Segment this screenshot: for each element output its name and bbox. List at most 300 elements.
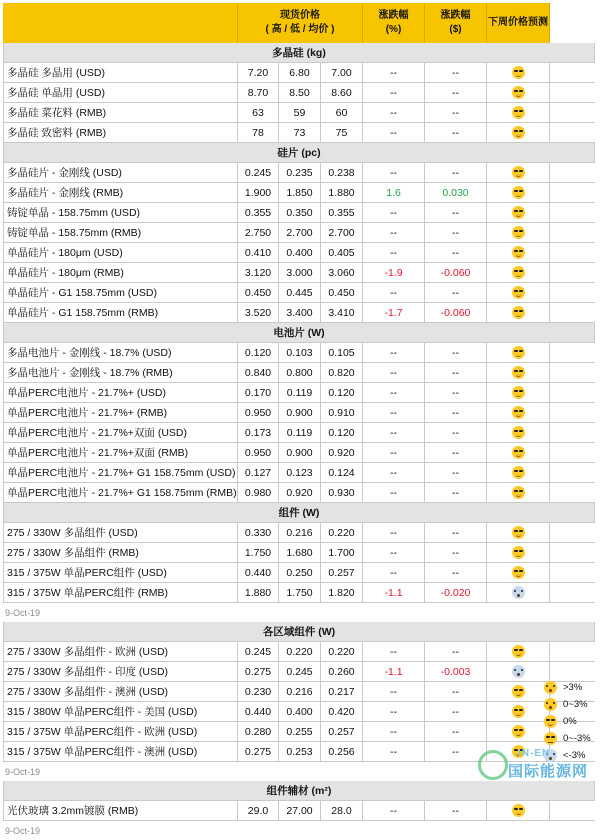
product-name-cell: 多晶电池片 - 金刚线 - 18.7% (RMB) (3, 363, 238, 382)
high-price-cell: 0.440 (238, 563, 279, 582)
avg-price-cell: 0.260 (321, 662, 363, 681)
low-price-cell: 0.400 (279, 243, 321, 262)
high-price-cell: 0.355 (238, 203, 279, 222)
avg-price-cell: 3.410 (321, 303, 363, 322)
high-price-cell: 29.0 (238, 801, 279, 820)
table-row (3, 543, 595, 563)
cool-face-icon (512, 725, 525, 738)
forecast-cell (487, 483, 550, 502)
header-forecast: 下周价格预测 (487, 3, 550, 43)
table-row (3, 722, 595, 742)
forecast-cell (487, 223, 550, 242)
table-row (3, 383, 595, 403)
high-price-cell: 0.275 (238, 662, 279, 681)
change-pct-cell: -- (363, 403, 425, 422)
forecast-cell (487, 463, 550, 482)
table-row (3, 103, 595, 123)
change-abs-cell: -- (425, 283, 487, 302)
header-spot-price (238, 3, 363, 43)
change-abs-cell: 0.030 (425, 183, 487, 202)
change-pct-cell: -1.1 (363, 662, 425, 681)
cool-face-icon (512, 186, 525, 199)
legend-item (544, 696, 600, 713)
low-price-cell: 0.119 (279, 423, 321, 442)
product-name-cell: 单晶PERC电池片 - 21.7%+双面 (RMB) (3, 443, 238, 462)
chg-pct-unit: (%) (385, 24, 402, 35)
high-price-cell: 0.275 (238, 742, 279, 761)
avg-price-cell: 0.820 (321, 363, 363, 382)
high-price-cell: 0.450 (238, 283, 279, 302)
high-price-cell: 2.750 (238, 223, 279, 242)
cool-face-icon (512, 206, 525, 219)
table-row (3, 682, 595, 702)
forecast-cell (487, 203, 550, 222)
change-pct-cell: -- (363, 543, 425, 562)
cool-face-icon (512, 685, 525, 698)
forecast-cell (487, 543, 550, 562)
change-abs-cell: -0.060 (425, 303, 487, 322)
change-abs-cell: -0.003 (425, 662, 487, 681)
cool-face-icon (512, 804, 525, 817)
avg-price-cell: 0.220 (321, 523, 363, 542)
leaf-icon (478, 750, 508, 780)
low-price-cell: 0.235 (279, 163, 321, 182)
avg-price-cell: 0.105 (321, 343, 363, 362)
low-price-cell: 1.680 (279, 543, 321, 562)
table-row (3, 483, 595, 503)
change-abs-cell: -- (425, 223, 487, 242)
low-price-cell: 0.900 (279, 443, 321, 462)
avg-price-cell: 60 (321, 103, 363, 122)
low-price-cell: 6.80 (279, 63, 321, 82)
avg-price-cell: 0.920 (321, 443, 363, 462)
forecast-cell (487, 722, 550, 741)
forecast-cell (487, 563, 550, 582)
change-abs-cell: -- (425, 123, 487, 142)
shocked-face-icon (512, 586, 525, 599)
product-name-cell: 275 / 330W 多晶组件 - 澳洲 (USD) (3, 682, 238, 701)
product-name-cell: 单晶硅片 - 180μm (USD) (3, 243, 238, 262)
chg-usd-unit: ($) (449, 24, 462, 35)
change-abs-cell: -- (425, 443, 487, 462)
legend-label: 0~3% (563, 699, 588, 710)
legend-label: <-3% (563, 750, 586, 761)
product-name-cell: 多晶硅 致密料 (RMB) (3, 123, 238, 142)
high-price-cell: 0.170 (238, 383, 279, 402)
forecast-cell (487, 263, 550, 282)
cool-face-icon (512, 446, 525, 459)
forecast-cell (487, 662, 550, 681)
grinning-face-icon (544, 681, 557, 694)
cool-face-icon (512, 86, 525, 99)
watermark-bottom-text: 国际能源网 (508, 763, 589, 780)
low-price-cell: 0.250 (279, 563, 321, 582)
table-row (3, 403, 595, 423)
change-abs-cell: -- (425, 801, 487, 820)
low-price-cell: 0.900 (279, 403, 321, 422)
table-body (3, 43, 595, 840)
high-price-cell: 7.20 (238, 63, 279, 82)
chg-usd-label: 涨跌幅 (440, 10, 471, 21)
low-price-cell: 0.255 (279, 722, 321, 741)
high-price-cell: 1.750 (238, 543, 279, 562)
change-pct-cell: -- (363, 463, 425, 482)
product-name-cell: 315 / 380W 单晶PERC组件 - 美国 (USD) (3, 702, 238, 721)
avg-price-cell: 0.256 (321, 742, 363, 761)
change-pct-cell: -- (363, 123, 425, 142)
cool-face-icon (512, 386, 525, 399)
low-price-cell: 0.216 (279, 682, 321, 701)
section-header: 电池片 (W) (3, 323, 595, 343)
change-pct-cell: 1.6 (363, 183, 425, 202)
change-abs-cell: -- (425, 163, 487, 182)
change-abs-cell: -- (425, 343, 487, 362)
low-price-cell: 0.920 (279, 483, 321, 502)
cool-face-icon (512, 705, 525, 718)
table-row (3, 523, 595, 543)
change-abs-cell: -- (425, 63, 487, 82)
avg-price-cell: 3.060 (321, 263, 363, 282)
low-price-cell: 27.00 (279, 801, 321, 820)
table-row (3, 163, 595, 183)
avg-price-cell: 0.420 (321, 702, 363, 721)
table-row (3, 203, 595, 223)
table-row (3, 283, 595, 303)
product-name-cell: 单晶硅片 - G1 158.75mm (RMB) (3, 303, 238, 322)
change-pct-cell: -- (363, 563, 425, 582)
section-header: 多晶硅 (kg) (3, 43, 595, 63)
high-price-cell: 0.410 (238, 243, 279, 262)
forecast-cell (487, 583, 550, 602)
table-row (3, 563, 595, 583)
cool-face-icon (512, 306, 525, 319)
watermark-top-text: IN-EN (518, 748, 551, 759)
change-abs-cell: -- (425, 363, 487, 382)
cool-face-icon (512, 526, 525, 539)
low-price-cell: 59 (279, 103, 321, 122)
forecast-cell (487, 423, 550, 442)
product-name-cell: 315 / 375W 单晶PERC组件 (RMB) (3, 583, 238, 602)
low-price-cell: 3.000 (279, 263, 321, 282)
table-row (3, 801, 595, 821)
high-price-cell: 8.70 (238, 83, 279, 102)
table-row (3, 263, 595, 283)
avg-price-cell: 1.820 (321, 583, 363, 602)
table-row (3, 662, 595, 682)
cool-face-icon (512, 426, 525, 439)
high-price-cell: 0.440 (238, 702, 279, 721)
section-header: 组件辅材 (m²) (3, 781, 595, 801)
low-price-cell: 0.123 (279, 463, 321, 482)
change-abs-cell: -- (425, 463, 487, 482)
section-header: 组件 (W) (3, 503, 595, 523)
product-name-cell: 单晶PERC电池片 - 21.7%+ (RMB) (3, 403, 238, 422)
change-pct-cell: -1.7 (363, 303, 425, 322)
cool-face-icon (512, 406, 525, 419)
forecast-cell (487, 63, 550, 82)
change-pct-cell: -- (363, 642, 425, 661)
legend-item (544, 730, 600, 747)
change-pct-cell: -- (363, 383, 425, 402)
table-row (3, 223, 595, 243)
cool-face-icon (512, 366, 525, 379)
product-name-cell: 多晶硅 菜花料 (RMB) (3, 103, 238, 122)
table-row (3, 303, 595, 323)
watermark-logo (478, 746, 598, 782)
forecast-cell (487, 183, 550, 202)
avg-price-cell: 0.450 (321, 283, 363, 302)
product-name-cell: 315 / 375W 单晶PERC组件 - 欧洲 (USD) (3, 722, 238, 741)
change-abs-cell: -- (425, 483, 487, 502)
change-abs-cell: -- (425, 243, 487, 262)
forecast-cell (487, 682, 550, 701)
high-price-cell: 1.880 (238, 583, 279, 602)
avg-price-cell: 0.405 (321, 243, 363, 262)
smiling-face-icon (544, 698, 557, 711)
change-pct-cell: -- (363, 722, 425, 741)
avg-price-cell: 75 (321, 123, 363, 142)
forecast-cell (487, 123, 550, 142)
change-abs-cell: -- (425, 722, 487, 741)
forecast-cell (487, 283, 550, 302)
product-name-cell: 单晶PERC电池片 - 21.7%+双面 (USD) (3, 423, 238, 442)
product-name-cell: 275 / 330W 多晶组件 (RMB) (3, 543, 238, 562)
cool-face-icon (512, 66, 525, 79)
change-abs-cell: -- (425, 642, 487, 661)
forecast-cell (487, 363, 550, 382)
shocked-face-icon (512, 665, 525, 678)
product-name-cell: 多晶硅 单晶用 (USD) (3, 83, 238, 102)
change-pct-cell: -- (363, 483, 425, 502)
change-abs-cell: -0.060 (425, 263, 487, 282)
change-abs-cell: -- (425, 103, 487, 122)
cool-face-icon (512, 486, 525, 499)
low-price-cell: 0.119 (279, 383, 321, 402)
date-stamp: 9-Oct-19 (5, 766, 41, 777)
forecast-cell (487, 801, 550, 820)
change-pct-cell: -- (363, 682, 425, 701)
change-pct-cell: -- (363, 702, 425, 721)
high-price-cell: 0.950 (238, 443, 279, 462)
cool-face-icon (512, 346, 525, 359)
high-price-cell: 0.280 (238, 722, 279, 741)
high-price-cell: 63 (238, 103, 279, 122)
avg-price-cell: 0.257 (321, 722, 363, 741)
spot-price-label: 现货价格 (279, 10, 320, 21)
avg-price-cell: 8.60 (321, 83, 363, 102)
product-name-cell: 315 / 375W 单晶PERC组件 (USD) (3, 563, 238, 582)
avg-price-cell: 28.0 (321, 801, 363, 820)
change-pct-cell: -- (363, 203, 425, 222)
high-price-cell: 0.173 (238, 423, 279, 442)
product-name-cell: 铸锭单晶 - 158.75mm (RMB) (3, 223, 238, 242)
low-price-cell: 0.800 (279, 363, 321, 382)
header-chg-pct (363, 3, 425, 43)
table-row (3, 243, 595, 263)
forecast-cell (487, 83, 550, 102)
low-price-cell: 8.50 (279, 83, 321, 102)
change-pct-cell: -1.9 (363, 263, 425, 282)
change-abs-cell: -- (425, 543, 487, 562)
neutral-face-icon (544, 732, 557, 745)
change-pct-cell: -- (363, 363, 425, 382)
section-header: 各区域组件 (W) (3, 622, 595, 642)
product-name-cell: 多晶硅片 - 金刚线 (USD) (3, 163, 238, 182)
forecast-cell (487, 163, 550, 182)
product-name-cell: 275 / 330W 多晶组件 - 欧洲 (USD) (3, 642, 238, 661)
change-pct-cell: -- (363, 423, 425, 442)
product-name-cell: 315 / 375W 单晶PERC组件 - 澳洲 (USD) (3, 742, 238, 761)
avg-price-cell: 0.910 (321, 403, 363, 422)
high-price-cell: 3.520 (238, 303, 279, 322)
high-price-cell: 0.980 (238, 483, 279, 502)
date-stamp: 9-Oct-19 (5, 607, 41, 618)
change-abs-cell: -- (425, 702, 487, 721)
cool-face-icon (512, 126, 525, 139)
change-abs-cell: -- (425, 523, 487, 542)
table-row (3, 343, 595, 363)
change-abs-cell: -- (425, 563, 487, 582)
table-row (3, 363, 595, 383)
cool-face-icon (512, 246, 525, 259)
change-abs-cell: -- (425, 403, 487, 422)
change-abs-cell: -- (425, 682, 487, 701)
product-name-cell: 单晶硅片 - G1 158.75mm (USD) (3, 283, 238, 302)
change-pct-cell: -- (363, 742, 425, 761)
low-price-cell: 0.400 (279, 702, 321, 721)
change-abs-cell: -- (425, 203, 487, 222)
forecast-cell (487, 403, 550, 422)
header-chg-usd (425, 3, 487, 43)
low-price-cell: 1.750 (279, 583, 321, 602)
cool-face-icon (512, 546, 525, 559)
change-pct-cell: -- (363, 63, 425, 82)
change-pct-cell: -- (363, 443, 425, 462)
table-row (3, 83, 595, 103)
avg-price-cell: 0.217 (321, 682, 363, 701)
high-price-cell: 3.120 (238, 263, 279, 282)
forecast-cell (487, 243, 550, 262)
low-price-cell: 0.103 (279, 343, 321, 362)
change-pct-cell: -1.1 (363, 583, 425, 602)
cool-face-icon (544, 715, 557, 728)
low-price-cell: 0.445 (279, 283, 321, 302)
change-abs-cell: -0.020 (425, 583, 487, 602)
cool-face-icon (512, 286, 525, 299)
table-row (3, 443, 595, 463)
low-price-cell: 73 (279, 123, 321, 142)
change-pct-cell: -- (363, 283, 425, 302)
legend-label: 0~-3% (563, 733, 591, 744)
forecast-cell (487, 523, 550, 542)
forecast-cell (487, 383, 550, 402)
avg-price-cell: 1.700 (321, 543, 363, 562)
forecast-cell (487, 642, 550, 661)
legend-label: >3% (563, 682, 583, 693)
table-row (3, 702, 595, 722)
low-price-cell: 3.400 (279, 303, 321, 322)
avg-price-cell: 7.00 (321, 63, 363, 82)
product-name-cell: 多晶硅片 - 金刚线 (RMB) (3, 183, 238, 202)
low-price-cell: 0.216 (279, 523, 321, 542)
cool-face-icon (512, 645, 525, 658)
table-row (3, 423, 595, 443)
forecast-cell (487, 702, 550, 721)
table-row (3, 583, 595, 603)
table-row (3, 63, 595, 83)
legend-item (544, 713, 600, 730)
low-price-cell: 2.700 (279, 223, 321, 242)
table-row (3, 642, 595, 662)
change-pct-cell: -- (363, 103, 425, 122)
high-price-cell: 0.330 (238, 523, 279, 542)
low-price-cell: 1.850 (279, 183, 321, 202)
low-price-cell: 0.245 (279, 662, 321, 681)
legend-label: 0% (563, 716, 577, 727)
forecast-cell (487, 303, 550, 322)
product-name-cell: 多晶电池片 - 金刚线 - 18.7% (USD) (3, 343, 238, 362)
high-price-cell: 0.245 (238, 163, 279, 182)
change-pct-cell: -- (363, 801, 425, 820)
change-pct-cell: -- (363, 223, 425, 242)
change-abs-cell: -- (425, 423, 487, 442)
avg-price-cell: 0.120 (321, 423, 363, 442)
forecast-cell (487, 343, 550, 362)
change-pct-cell: -- (363, 243, 425, 262)
product-name-cell: 单晶PERC电池片 - 21.7%+ (USD) (3, 383, 238, 402)
avg-price-cell: 0.257 (321, 563, 363, 582)
cool-face-icon (512, 106, 525, 119)
avg-price-cell: 1.880 (321, 183, 363, 202)
product-name-cell: 单晶PERC电池片 - 21.7%+ G1 158.75mm (USD) (3, 463, 238, 482)
section-header: 硅片 (pc) (3, 143, 595, 163)
spot-price-sub: ( 高 / 低 / 均价 ) (265, 24, 335, 35)
change-pct-cell: -- (363, 343, 425, 362)
header-logo-cell (3, 3, 238, 43)
product-name-cell: 铸锭单晶 - 158.75mm (USD) (3, 203, 238, 222)
avg-price-cell: 0.220 (321, 642, 363, 661)
cool-face-icon (512, 466, 525, 479)
low-price-cell: 0.350 (279, 203, 321, 222)
table-row (3, 123, 595, 143)
product-name-cell: 单晶硅片 - 180μm (RMB) (3, 263, 238, 282)
forecast-cell (487, 443, 550, 462)
avg-price-cell: 0.124 (321, 463, 363, 482)
product-name-cell: 275 / 330W 多晶组件 (USD) (3, 523, 238, 542)
high-price-cell: 0.127 (238, 463, 279, 482)
product-name-cell: 光伏玻璃 3.2mm镀膜 (RMB) (3, 801, 238, 820)
product-name-cell: 多晶硅 多晶用 (USD) (3, 63, 238, 82)
cool-face-icon (512, 226, 525, 239)
avg-price-cell: 2.700 (321, 223, 363, 242)
change-abs-cell: -- (425, 383, 487, 402)
product-name-cell: 单晶PERC电池片 - 21.7%+ G1 158.75mm (RMB) (3, 483, 238, 502)
avg-price-cell: 0.930 (321, 483, 363, 502)
forecast-cell (487, 103, 550, 122)
product-name-cell: 275 / 330W 多晶组件 - 印度 (USD) (3, 662, 238, 681)
change-pct-cell: -- (363, 83, 425, 102)
low-price-cell: 0.253 (279, 742, 321, 761)
change-abs-cell: -- (425, 83, 487, 102)
high-price-cell: 78 (238, 123, 279, 142)
high-price-cell: 0.120 (238, 343, 279, 362)
table-row (3, 183, 595, 203)
avg-price-cell: 0.120 (321, 383, 363, 402)
high-price-cell: 0.245 (238, 642, 279, 661)
change-pct-cell: -- (363, 163, 425, 182)
date-stamp: 9-Oct-19 (5, 825, 41, 836)
high-price-cell: 1.900 (238, 183, 279, 202)
